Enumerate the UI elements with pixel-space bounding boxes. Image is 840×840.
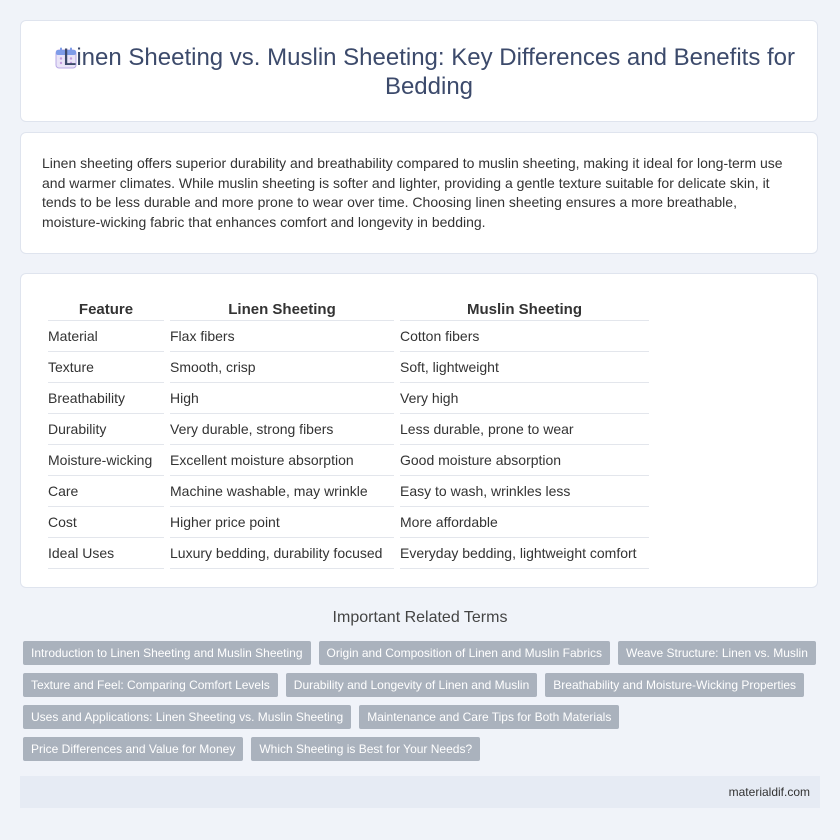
related-term-link[interactable]: Texture and Feel: Comparing Comfort Levels xyxy=(23,673,278,697)
linen-cell: Flax fibers xyxy=(170,321,394,352)
feature-cell: Cost xyxy=(48,507,164,538)
table-row xyxy=(48,414,649,445)
tag-row xyxy=(23,641,823,665)
muslin-cell: Cotton fibers xyxy=(400,321,649,352)
table-row xyxy=(48,445,649,476)
feature-cell: Durability xyxy=(48,414,164,445)
table-header-row xyxy=(48,296,649,321)
muslin-cell: Everyday bedding, lightweight comfort xyxy=(400,538,649,569)
page-title: Linen Sheeting vs. Muslin Sheeting: Key Differences and Benefits for Bedding xyxy=(63,44,795,100)
table-row xyxy=(48,507,649,538)
muslin-cell: More affordable xyxy=(400,507,649,538)
related-term-link[interactable]: Breathability and Moisture-Wicking Properties xyxy=(545,673,804,697)
related-terms-list xyxy=(23,641,823,769)
linen-cell: Higher price point xyxy=(170,507,394,538)
table-row xyxy=(48,352,649,383)
related-term-link[interactable]: Weave Structure: Linen vs. Muslin xyxy=(618,641,816,665)
footer xyxy=(20,776,820,808)
muslin-cell: Easy to wash, wrinkles less xyxy=(400,476,649,507)
tag-row xyxy=(23,705,823,729)
muslin-cell: Soft, lightweight xyxy=(400,352,649,383)
related-term-link[interactable]: Maintenance and Care Tips for Both Materials xyxy=(359,705,619,729)
linen-cell: Very durable, strong fibers xyxy=(170,414,394,445)
table-row xyxy=(48,538,649,569)
comparison-card xyxy=(20,273,818,588)
table-row xyxy=(48,476,649,507)
linen-cell: Machine washable, may wrinkle xyxy=(170,476,394,507)
muslin-cell: Very high xyxy=(400,383,649,414)
table-row xyxy=(48,383,649,414)
feature-cell: Texture xyxy=(48,352,164,383)
related-terms-heading: Important Related Terms xyxy=(332,609,508,626)
header-muslin: Muslin Sheeting xyxy=(400,296,649,321)
table-row xyxy=(48,321,649,352)
feature-cell: Material xyxy=(48,321,164,352)
muslin-cell: Good moisture absorption xyxy=(400,445,649,476)
comparison-table xyxy=(42,296,655,569)
linen-cell: Excellent moisture absorption xyxy=(170,445,394,476)
related-term-link[interactable]: Uses and Applications: Linen Sheeting vs. Muslin Sheeting xyxy=(23,705,351,729)
related-term-link[interactable]: Price Differences and Value for Money xyxy=(23,737,243,761)
intro-paragraph: Linen sheeting offers superior durability and breathability compared to muslin sheeting, making it ideal for long-term use and warmer climates. While muslin sheeting is softer and lighter, providing a gentle texture suitable for delicate skin, it tends to be less durable and more prone to wear over time. Choosing linen sheeting ensures a more breathable, moisture-wicking fabric that enhances comfort and longevity in bedding. xyxy=(42,155,783,230)
header-feature: Feature xyxy=(48,296,164,321)
linen-cell: Luxury bedding, durability focused xyxy=(170,538,394,569)
related-term-link[interactable]: Origin and Composition of Linen and Muslin Fabrics xyxy=(319,641,610,665)
header-linen: Linen Sheeting xyxy=(170,296,394,321)
tag-row xyxy=(23,673,823,697)
related-term-link[interactable]: Durability and Longevity of Linen and Muslin xyxy=(286,673,537,697)
linen-cell: High xyxy=(170,383,394,414)
related-term-link[interactable]: Introduction to Linen Sheeting and Muslin Sheeting xyxy=(23,641,311,665)
feature-cell: Breathability xyxy=(48,383,164,414)
intro-card xyxy=(20,132,818,254)
tag-row xyxy=(23,737,823,761)
feature-cell: Ideal Uses xyxy=(48,538,164,569)
feature-cell: Care xyxy=(48,476,164,507)
muslin-cell: Less durable, prone to wear xyxy=(400,414,649,445)
feature-cell: Moisture-wicking xyxy=(48,445,164,476)
title-card xyxy=(20,20,818,122)
site-name[interactable]: materialdif.com xyxy=(728,785,810,799)
linen-cell: Smooth, crisp xyxy=(170,352,394,383)
related-term-link[interactable]: Which Sheeting is Best for Your Needs? xyxy=(251,737,480,761)
